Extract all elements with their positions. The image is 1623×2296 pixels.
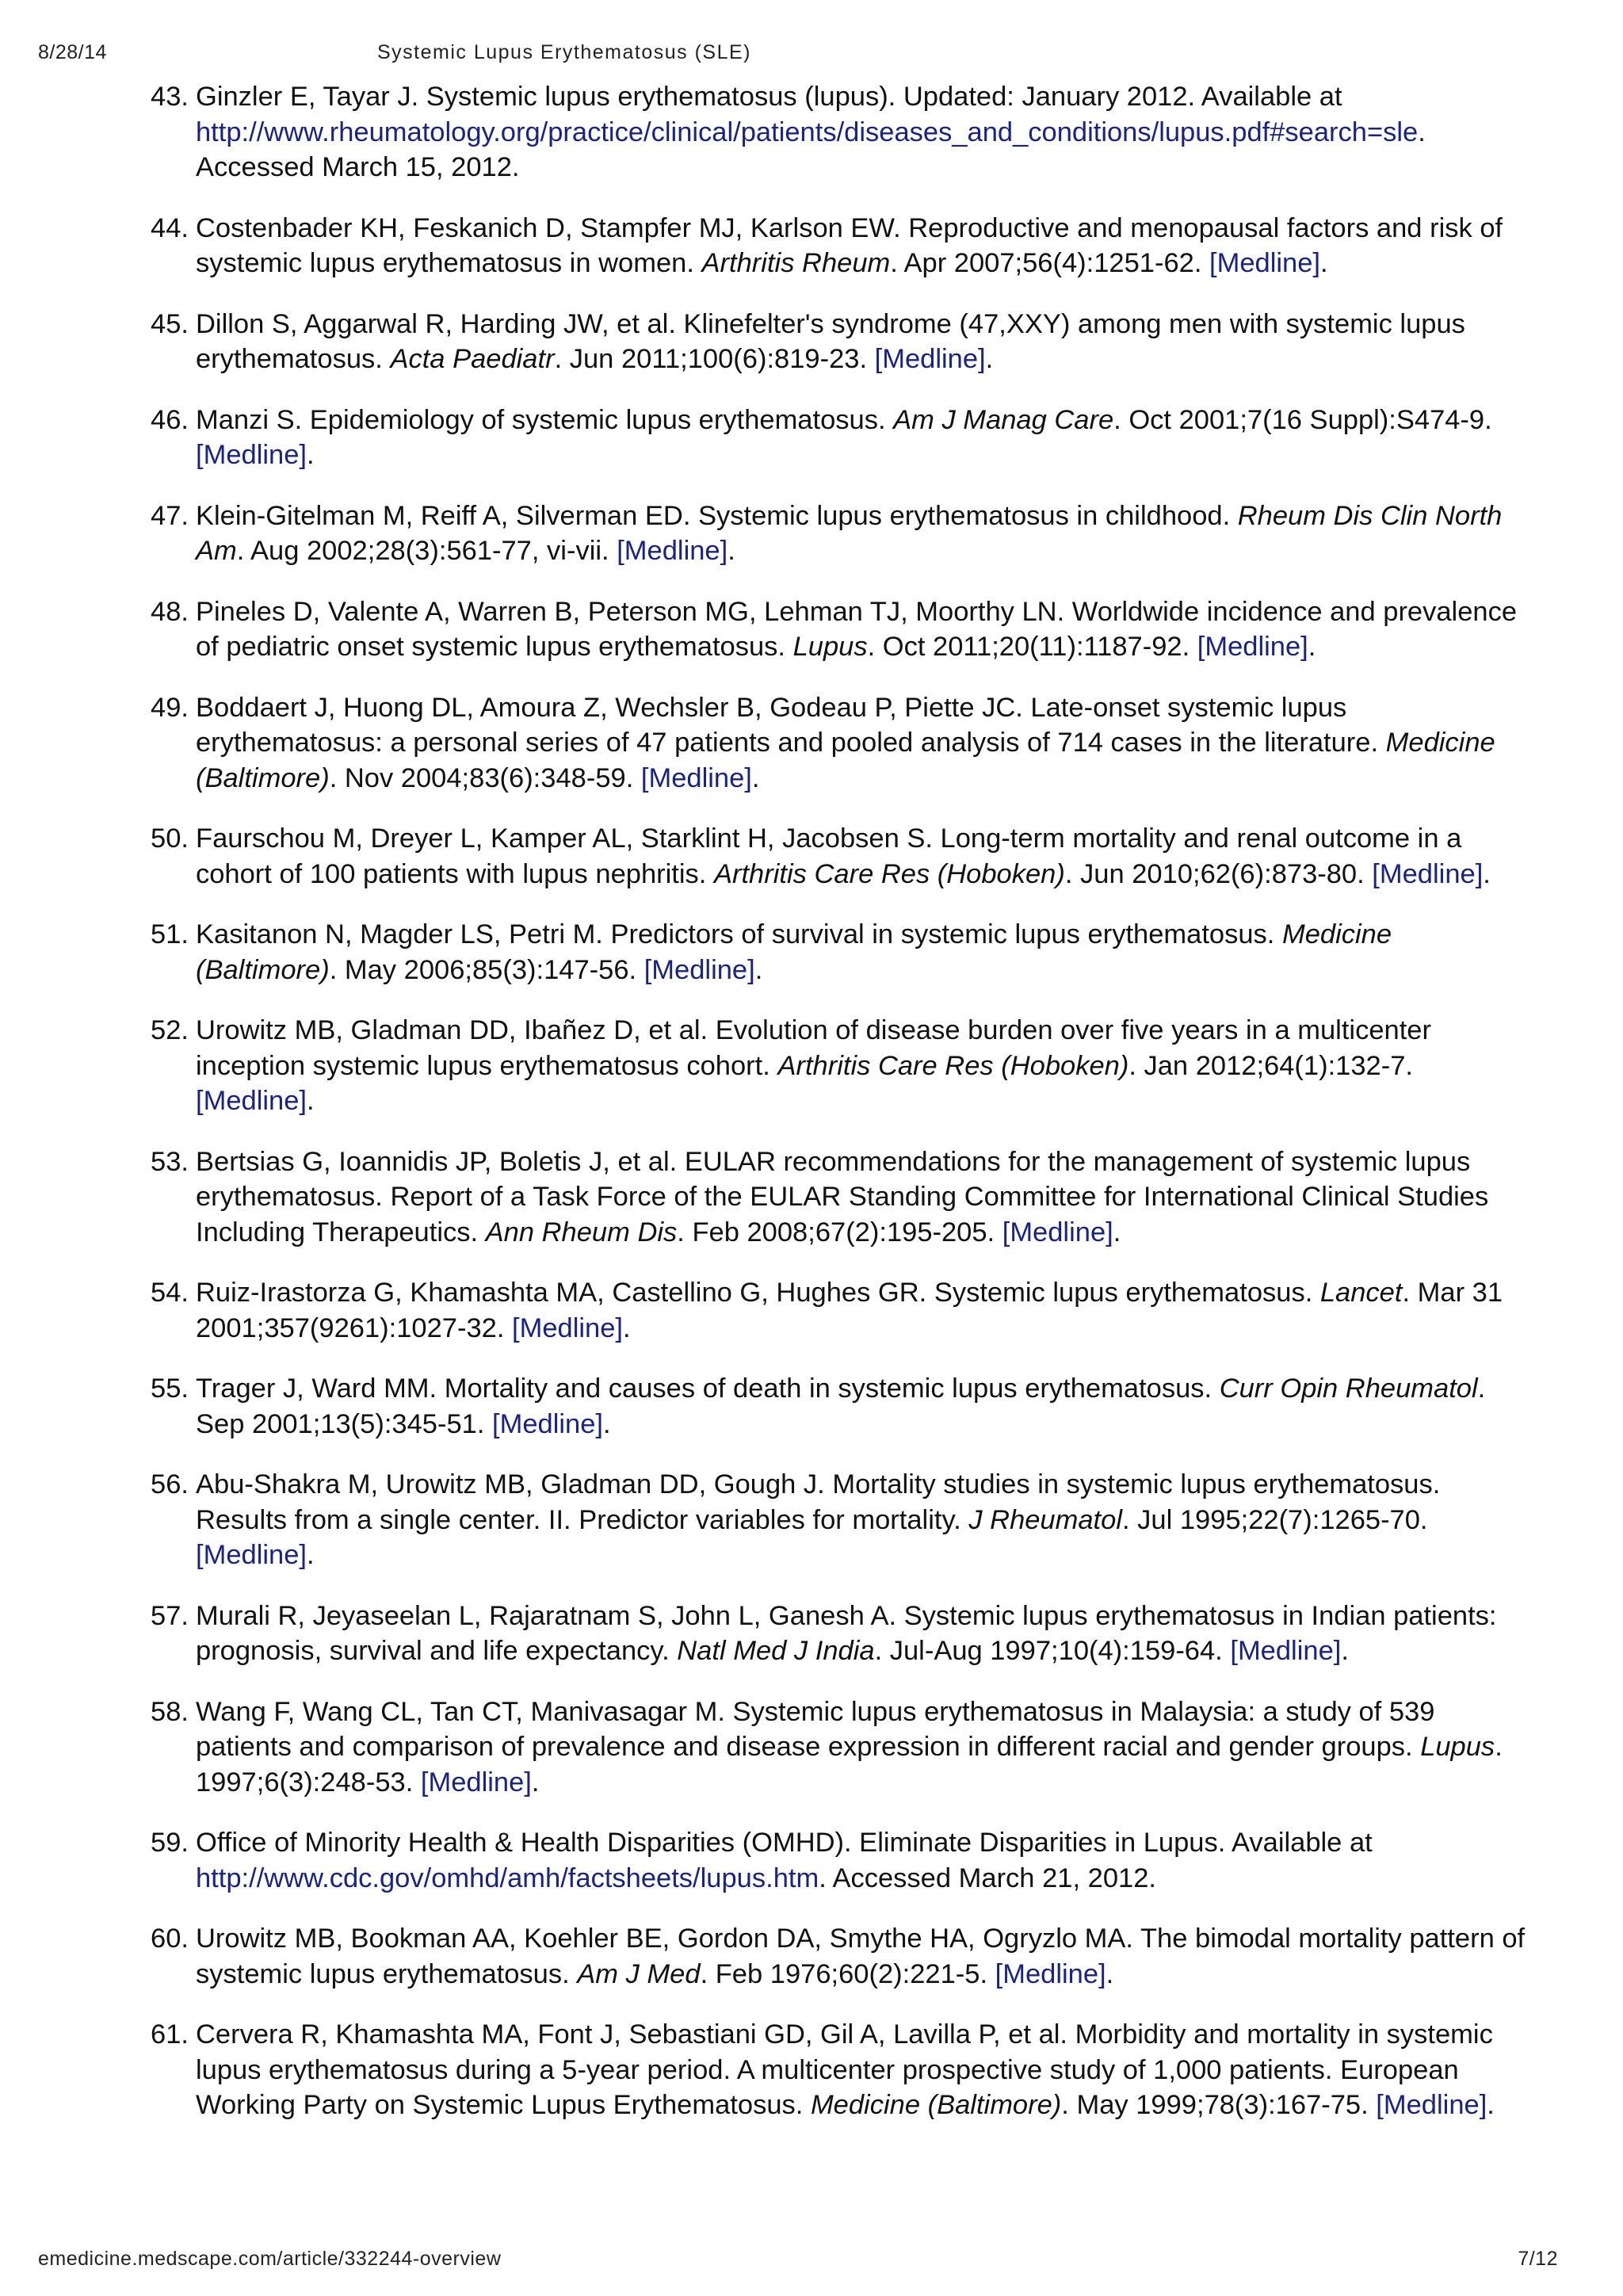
journal-title: Arthritis Care Res (Hoboken) — [713, 858, 1065, 889]
reference-number: 60. — [151, 1924, 189, 1954]
page-footer-page-number: 7/12 — [1518, 2248, 1558, 2270]
reference-text — [196, 309, 1465, 375]
reference-item — [151, 1921, 1535, 1992]
page-header-date: 8/28/14 — [38, 41, 107, 63]
reference-text-segment: . May 2006;85(3):147-56. — [329, 954, 644, 985]
medline-link[interactable]: [Medline] — [874, 344, 986, 374]
journal-title: Arthritis Care Res (Hoboken) — [777, 1050, 1129, 1081]
reference-text — [196, 1601, 1497, 1667]
reference-item — [151, 1599, 1535, 1669]
reference-text-segment: . — [307, 1540, 315, 1570]
reference-text — [196, 1147, 1488, 1247]
reference-number: 59. — [151, 1828, 189, 1858]
reference-item — [151, 594, 1535, 665]
medline-link[interactable]: [Medline] — [1372, 858, 1484, 889]
reference-text-segment: . — [1308, 632, 1316, 662]
reference-text-segment: . Aug 2002;28(3):561-77, vi-vii. — [236, 536, 617, 566]
reference-number: 43. — [151, 82, 189, 112]
reference-text-segment: . Oct 2001;7(16 Suppl):S474-9. — [1113, 404, 1492, 435]
reference-text-segment: Boddaert J, Huong DL, Amoura Z, Wechsler B, Godeau P, Piette JC. Late-onset systemic lupus erythematosus: a personal series of 47 patients and pooled analysis of 714 cases in the literature. — [196, 692, 1386, 758]
medline-link[interactable]: [Medline] — [492, 1408, 604, 1439]
journal-title: Ann Rheum Dis — [485, 1217, 678, 1247]
reference-number: 51. — [151, 919, 189, 949]
medline-link[interactable]: [Medline] — [196, 1540, 307, 1570]
reference-item — [151, 403, 1535, 473]
reference-text — [196, 2019, 1495, 2120]
reference-item — [151, 1694, 1535, 1801]
reference-number: 49. — [151, 692, 189, 723]
medline-link[interactable]: [Medline] — [512, 1312, 623, 1343]
reference-text-segment: . Jan 2012;64(1):132-7. — [1128, 1050, 1413, 1081]
reference-text-segment: . Feb 1976;60(2):221-5. — [700, 1958, 995, 1989]
medline-link[interactable]: [Medline] — [640, 762, 752, 793]
reference-number: 48. — [151, 596, 189, 627]
reference-number: 55. — [151, 1373, 189, 1404]
reference-item — [151, 1825, 1535, 1896]
reference-text-segment: Dillon S, Aggarwal R, Harding JW, et al. Klinefelter's syndrome (47,XXY) among men with systemic lupus erythematosus. — [196, 308, 1465, 374]
medline-link[interactable]: [Medline] — [995, 1958, 1106, 1989]
medline-link[interactable]: [Medline] — [617, 536, 728, 566]
reference-url-link[interactable]: http://www.cdc.gov/omhd/amh/factsheets/lupus.htm — [196, 1862, 819, 1893]
reference-item — [151, 1144, 1535, 1251]
reference-item — [151, 307, 1535, 377]
journal-title: Rheum Dis Clin North Am — [196, 500, 1503, 566]
reference-url-link[interactable]: http://www.rheumatology.org/practice/clinical/patients/diseases_and_conditions/lupus.pdf#search=sle — [196, 117, 1419, 147]
reference-text-segment: Faurschou M, Dreyer L, Kamper AL, Starklint H, Jacobsen S. Long-term mortality and renal outcome in a cohort of 100 patients with lupus nephritis. — [196, 823, 1462, 889]
reference-text-segment: . Mar 31 2001;357(9261):1027-32. — [196, 1278, 1503, 1343]
reference-number: 61. — [151, 2019, 189, 2050]
reference-text — [196, 1278, 1503, 1343]
journal-title: Arthritis Rheum — [701, 248, 891, 278]
journal-title: Lupus — [1420, 1732, 1495, 1762]
medline-link[interactable]: [Medline] — [196, 440, 307, 470]
reference-item — [151, 821, 1535, 892]
reference-text-segment: . Nov 2004;83(6):348-59. — [329, 762, 641, 793]
journal-title: Natl Med J India — [677, 1636, 875, 1666]
reference-list — [0, 79, 1623, 2149]
reference-number: 52. — [151, 1015, 189, 1045]
medline-link[interactable]: [Medline] — [420, 1767, 532, 1797]
reference-number: 47. — [151, 500, 189, 531]
reference-item — [151, 499, 1535, 569]
reference-item — [151, 1371, 1535, 1442]
reference-text — [196, 1828, 1373, 1893]
reference-item — [151, 79, 1535, 185]
reference-text-segment: . — [1487, 2090, 1495, 2120]
reference-text-segment: . Feb 2008;67(2):195-205. — [677, 1217, 1002, 1247]
reference-text — [196, 597, 1517, 663]
reference-text-segment: Kasitanon N, Magder LS, Petri M. Predictors of survival in systemic lupus erythematosus. — [196, 919, 1282, 949]
reference-text-segment: Trager J, Ward MM. Mortality and causes of death in systemic lupus erythematosus. — [196, 1373, 1220, 1404]
reference-item — [151, 690, 1535, 797]
reference-text-segment: Bertsias G, Ioannidis JP, Boletis J, et al. EULAR recommendations for the management of systemic lupus erythematosus. Report of a Task Force of the EULAR Standing Committee for International Clinical Studies Including Therapeutics. — [196, 1146, 1489, 1247]
reference-number: 54. — [151, 1278, 189, 1308]
reference-text — [196, 823, 1491, 889]
reference-text — [196, 693, 1495, 793]
journal-title: Medicine (Baltimore) — [196, 728, 1495, 793]
reference-text-segment: . Jun 2010;62(6):873-80. — [1064, 858, 1373, 889]
reference-text-segment: . Jul-Aug 1997;10(4):159-64. — [874, 1636, 1231, 1666]
reference-number: 45. — [151, 308, 189, 339]
reference-number: 58. — [151, 1696, 189, 1727]
medline-link[interactable]: [Medline] — [196, 1086, 307, 1116]
reference-text-segment: Office of Minority Health & Health Disparities (OMHD). Eliminate Disparities in Lupus. Available at — [196, 1828, 1373, 1858]
reference-text — [196, 1373, 1485, 1439]
reference-text — [196, 405, 1492, 471]
reference-text-segment: . Accessed March 21, 2012. — [819, 1862, 1156, 1893]
journal-title: Am J Manag Care — [893, 404, 1114, 435]
journal-title: J Rheumatol — [968, 1504, 1122, 1535]
reference-text-segment: . Apr 2007;56(4):1251-62. — [890, 248, 1210, 278]
reference-text — [196, 213, 1503, 279]
reference-text-segment: Pineles D, Valente A, Warren B, Peterson MG, Lehman TJ, Moorthy LN. Worldwide incidence and prevalence of pediatric onset systemic lupus erythematosus. — [196, 596, 1518, 662]
reference-text-segment: Manzi S. Epidemiology of systemic lupus erythematosus. — [196, 404, 894, 435]
reference-text-segment: . — [307, 440, 315, 470]
reference-text-segment: . Jun 2011;100(6):819-23. — [554, 344, 875, 374]
reference-number: 50. — [151, 823, 189, 854]
reference-text-segment: Murali R, Jeyaseelan L, Rajaratnam S, John L, Ganesh A. Systemic lupus erythematosus in Indian patients: prognosis, survival and life expectancy. — [196, 1600, 1497, 1666]
reference-number: 56. — [151, 1469, 189, 1499]
page-footer-url: emedicine.medscape.com/article/332244-overview — [38, 2248, 502, 2270]
reference-number: 53. — [151, 1146, 189, 1177]
page-header-title: Systemic Lupus Erythematosus (SLE) — [377, 41, 751, 63]
reference-number: 46. — [151, 404, 189, 435]
reference-number: 44. — [151, 212, 189, 243]
reference-item — [151, 2017, 1535, 2123]
reference-text — [196, 82, 1426, 182]
reference-text-segment: Urowitz MB, Bookman AA, Koehler BE, Gordon DA, Smythe HA, Ogryzlo MA. The bimodal mortality pattern of systemic lupus erythematosus. — [196, 1924, 1526, 1989]
reference-text-segment: Costenbader KH, Feskanich D, Stampfer MJ, Karlson EW. Reproductive and menopausal factors and risk of systemic lupus erythematosus in women. — [196, 212, 1503, 278]
reference-text-segment: . — [307, 1086, 315, 1116]
medline-link[interactable]: [Medline] — [1230, 1636, 1342, 1666]
medline-link[interactable]: [Medline] — [1197, 632, 1308, 662]
reference-text-segment: . Accessed March 15, 2012. — [196, 117, 1426, 182]
reference-text-segment: Urowitz MB, Gladman DD, Ibañez D, et al. Evolution of disease burden over five years in a multicenter inception systemic lupus erythematosus cohort. — [196, 1015, 1431, 1081]
reference-item — [151, 1013, 1535, 1119]
reference-text-segment: Abu-Shakra M, Urowitz MB, Gladman DD, Gough J. Mortality studies in systemic lupus erythematosus. Results from a single center. II. Predictor variables for mortality. — [196, 1469, 1441, 1535]
medline-link[interactable]: [Medline] — [1002, 1217, 1113, 1247]
reference-text-segment: Klein-Gitelman M, Reiff A, Silverman ED. Systemic lupus erythematosus in childhood. — [196, 500, 1238, 531]
reference-text-segment: Wang F, Wang CL, Tan CT, Manivasagar M. Systemic lupus erythematosus in Malaysia: a study of 539 patients and comparison of prevalence and disease expression in different racial and gender groups. — [196, 1696, 1435, 1762]
medline-link[interactable]: [Medline] — [643, 954, 755, 985]
reference-text-segment: . — [1106, 1958, 1114, 1989]
reference-number: 57. — [151, 1600, 189, 1631]
reference-text — [196, 1469, 1440, 1570]
reference-text-segment: . Sep 2001;13(5):345-51. — [196, 1373, 1486, 1439]
reference-text-segment: . — [531, 1767, 540, 1797]
reference-item — [151, 1467, 1535, 1573]
journal-title: Am J Med — [577, 1958, 701, 1989]
journal-title: Medicine (Baltimore) — [196, 919, 1392, 985]
reference-text-segment: . — [1341, 1636, 1349, 1666]
journal-title: Curr Opin Rheumatol — [1219, 1373, 1478, 1404]
reference-text-segment: . Oct 2011;20(11):1187-92. — [867, 632, 1197, 662]
reference-text-segment: Ginzler E, Tayar J. Systemic lupus erythematosus (lupus). Updated: January 2012. Available at — [196, 82, 1342, 112]
journal-title: Lancet — [1319, 1278, 1403, 1308]
reference-text — [196, 919, 1392, 985]
reference-text — [196, 1697, 1503, 1797]
reference-item — [151, 917, 1535, 988]
journal-title: Lupus — [792, 632, 868, 662]
reference-text-segment: . — [1320, 248, 1328, 278]
reference-text-segment: . — [1113, 1217, 1121, 1247]
reference-text-segment: . — [1483, 858, 1491, 889]
medline-link[interactable]: [Medline] — [1209, 248, 1321, 278]
reference-text-segment: . — [603, 1408, 611, 1439]
reference-text — [196, 1924, 1525, 1989]
medline-link[interactable]: [Medline] — [1376, 2090, 1487, 2120]
reference-text-segment: Cervera R, Khamashta MA, Font J, Sebastiani GD, Gil A, Lavilla P, et al. Morbidity and mortality in systemic lupus erythematosus during a 5-year period. A multicenter prospective study of 1,000 patients. European Working Party on Systemic Lupus Erythematosus. — [196, 2019, 1493, 2120]
reference-text-segment: . — [623, 1312, 631, 1343]
reference-text — [196, 501, 1502, 567]
journal-title: Acta Paediatr — [390, 344, 555, 374]
reference-text-segment: . May 1999;78(3):167-75. — [1061, 2090, 1377, 2120]
reference-text-segment: . — [727, 536, 735, 566]
reference-item — [151, 211, 1535, 281]
reference-text-segment: . 1997;6(3):248-53. — [196, 1732, 1503, 1797]
reference-text-segment: Ruiz-Irastorza G, Khamashta MA, Castellino G, Hughes GR. Systemic lupus erythematosus. — [196, 1278, 1320, 1308]
reference-item — [151, 1275, 1535, 1346]
reference-text-segment: . — [754, 954, 763, 985]
reference-text-segment: . — [985, 344, 994, 374]
reference-text-segment: . Jul 1995;22(7):1265-70. — [1122, 1504, 1428, 1535]
reference-text-segment: . — [751, 762, 760, 793]
journal-title: Medicine (Baltimore) — [810, 2090, 1062, 2120]
reference-text — [196, 1015, 1431, 1116]
